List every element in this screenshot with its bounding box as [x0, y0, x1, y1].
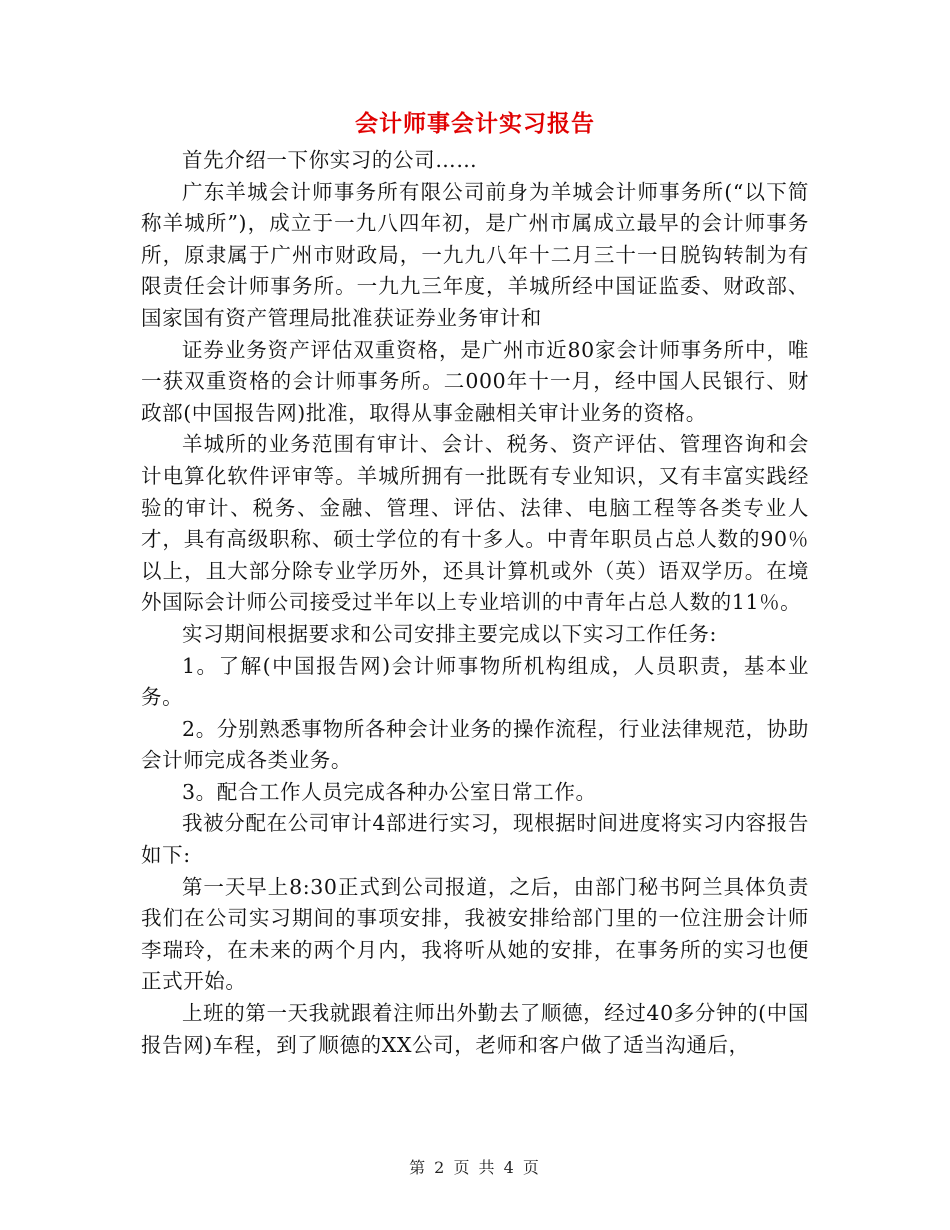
document-title: 会计师事会计实习报告: [355, 110, 595, 137]
list-item: 1。了解(中国报告网)会计师事物所机构组成，人员职责，基本业务。: [141, 653, 809, 710]
page-number: 第 2 页 共 4 页: [409, 1158, 541, 1177]
document-body: [141, 145, 809, 1061]
paragraph: 我被分配在公司审计4部进行实习，现根据时间进度将实习内容报告如下:: [141, 811, 809, 868]
paragraph: 上班的第一天我就跟着注师出外勤去了顺德，经过40多分钟的(中国报告网)车程，到了顺德的XX公司，老师和客户做了适当沟通后，: [141, 1001, 809, 1057]
paragraph: 广东羊城会计师事务所有限公司前身为羊城会计师事务所(“以下简称羊城所”)，成立于一九八四年初，是广州市属成立最早的会计师事务所，原隶属于广州市财政局，一九九八年十二月三十一日脱钩转制为有限责任会计师事务所。一九九三年度，羊城所经中国证监委、财政部、国家国有资产管理局批准获证券业务审计和: [141, 179, 809, 330]
paragraph: 证券业务资产评估双重资格，是广州市近80家会计师事务所中，唯一获双重资格的会计师事务所。二000年十一月，经中国人民银行、财政部(中国报告网)批准，取得从事金融相关审计业务的资格。: [141, 337, 809, 425]
paragraph: 首先介绍一下你实习的公司……: [182, 148, 478, 172]
paragraph: 羊城所的业务范围有审计、会计、税务、资产评估、管理咨询和会计电算化软件评审等。羊城所拥有一批既有专业知识，又有丰富实践经验的审计、税务、金融、管理、评估、法律、电脑工程等各类专业人才，具有高级职称、硕士学位的有十多人。中青年职员占总人数的90％以上，且大部分除专业学历外，还具计算机或外（英）语双学历。在境外国际会计师公司接受过半年以上专业培训的中青年占总人数的11％。: [141, 432, 809, 615]
page-footer: [0, 1155, 950, 1178]
list-item: 3。配合工作人员完成各种办公室日常工作。: [182, 779, 597, 804]
paragraph: 第一天早上8:30正式到公司报道，之后，由部门秘书阿兰具体负责我们在公司实习期间的事项安排，我被安排给部门里的一位注册会计师李瑞玲，在未来的两个月内，我将听从她的安排，在事务所的实习也便正式开始。: [141, 874, 809, 994]
paragraph: 实习期间根据要求和公司安排主要完成以下实习工作任务:: [182, 621, 718, 646]
list-item: 2。分别熟悉事物所各种会计业务的操作流程，行业法律规范，协助会计师完成各类业务。: [141, 716, 809, 773]
